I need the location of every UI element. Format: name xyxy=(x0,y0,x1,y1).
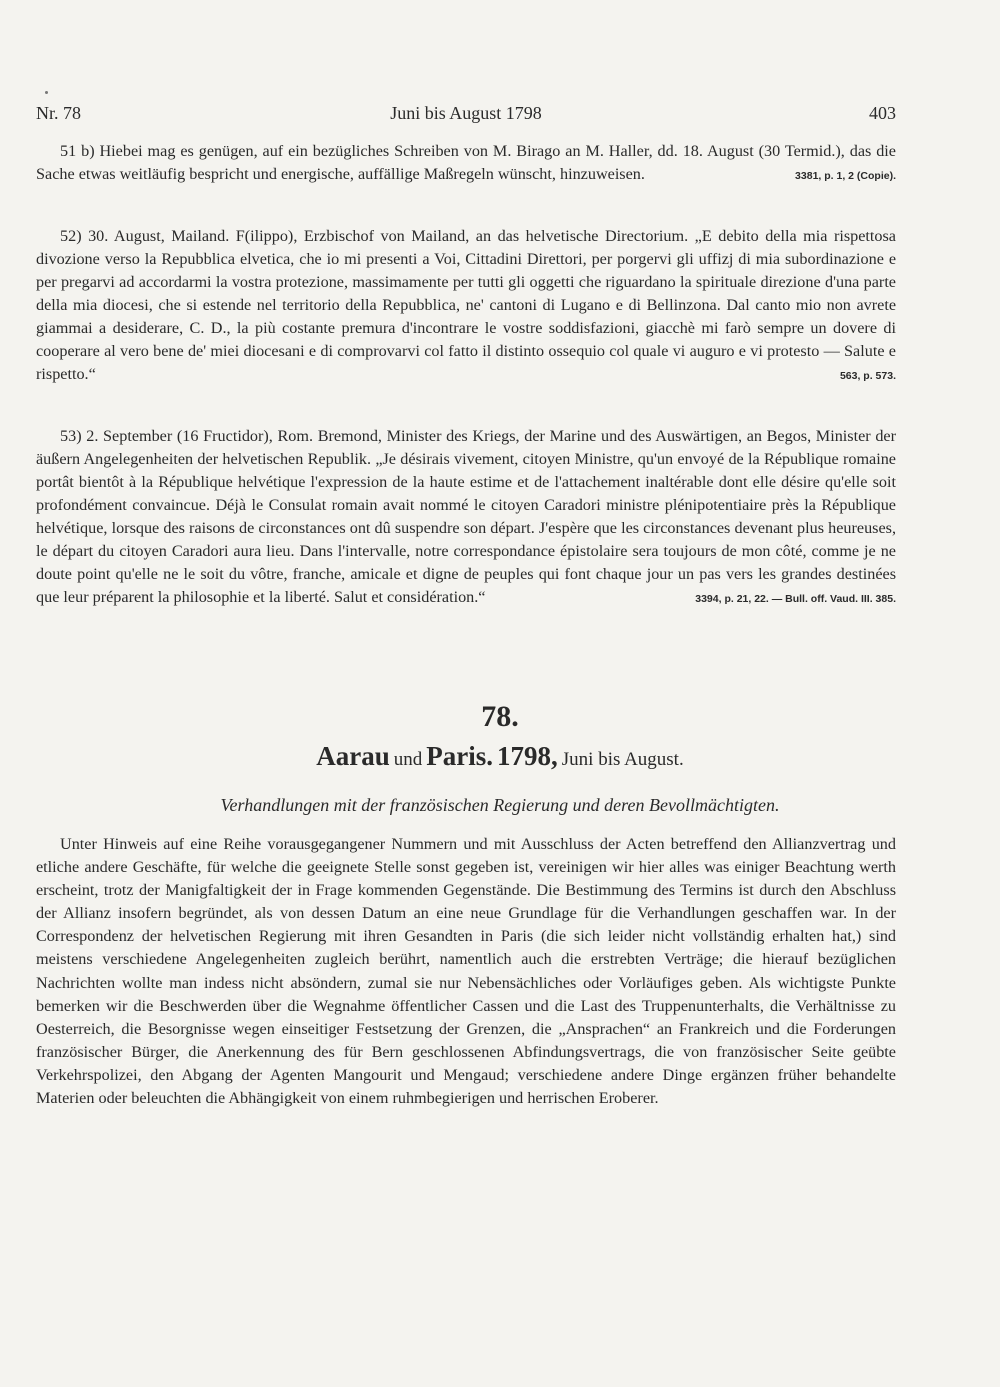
title-und: und xyxy=(393,749,423,770)
document-number-header: Nr. 78 xyxy=(36,103,81,123)
title-range: Juni bis August. xyxy=(561,749,684,770)
entry-reference: 3381, p. 1, 2 (Copie). xyxy=(795,170,896,182)
entry-text: 52) 30. August, Mailand. F(ilippo), Erzbischof von Mailand, an das helvetische Directorium. „E debito della mia rispettosa divozione verso la Repubblica elvetica, che io mi presenti a Voi, Cittadini Direttori, per porgervi gli uffizj di mia subordinazione e per pregarvi ad accordarmi la vostra protezione, massimamente per tutti gli oggetti che riguardano la spirituale direzione d'una parte della mia diocesi, che si estende nel territorio della Repubblica, ne' cantoni di Lugano e di Bellinzona. Dal canto mio non avrete giammai a desiderare, C. D., la più costante premura d'incontrare le vostre soddisfazioni, giacchè mi farò sempre un dovere di cooperare al vero bene de' miei diocesani e di comprovarvi col fatto il distinto ossequio col quale vi auguro e vi protesto — Salute e rispetto.“ xyxy=(36,227,896,383)
entry-52 xyxy=(36,225,896,388)
title-place-1: Aarau xyxy=(316,741,390,771)
entry-reference: 563, p. 573. xyxy=(839,370,896,382)
title-place-2: Paris. xyxy=(426,741,494,771)
print-speck xyxy=(45,91,48,94)
page-header xyxy=(36,103,896,129)
section-number: 78. xyxy=(481,700,519,733)
section-title xyxy=(0,741,1000,772)
section-intro: Unter Hinweis auf eine Reihe vorausgegangener Nummern und mit Ausschluss der Acten betreffend den Allianzvertrag und etliche andere Geschäfte, für welche die geeignete Stelle sonst gegeben ist, vereinigen wir hier alles was einiger Beachtung werth erscheint, trotz der Manigfaltigkeit der in Frage kommenden Gegenstände. Die Bestimmung des Termins ist durch den Abschluss der Allianz insofern begründet, als von dessen Datum an eine neue Grundlage für die Verhandlungen geschaffen war. In der Correspondenz der helvetischen Regierung mit ihren Gesandten in Paris (die sich leider nicht vollständig erhalten hat,) sind meistens verschiedene Angelegenheiten zugleich berührt, namentlich auch die erstrebten Verträge; die hierauf bezüglichen Nachrichten wollte man indess nicht absöndern, zumal sie nur Nebensächliches oder Vorläufiges geben. Als wichtigste Punkte bemerken wir die Beschwerden über die Wegnahme öffentlicher Cassen und die Last des Truppenunterhalts, die Verhältnisse zu Oesterreich, die Besorgnisse wegen einseitiger Festsetzung der Grenzen, die „Ansprachen“ an Frankreich und die Forderungen französischer Bürger, die Anerkennung des für Bern geschlossenen Abfindungsvertrags, die von französischer Seite geübte Verkehrspolizei, den Abgang der Agenten Mangourit und Mengaud; verschiedene andere Dinge ergänzen früher behandelte Materien oder beleuchten die Abhängigkeit von einem ruhmbegierigen und herrischen Eroberer. xyxy=(36,835,896,1108)
title-year: 1798, xyxy=(497,741,558,771)
entry-text: 51 b) Hiebei mag es genügen, auf ein bezügliches Schreiben von M. Birago an M. Haller, dd. 18. August (30 Termid.), das die Sache etwas weitläufig bespricht und energische, auffällige Maßregeln wünscht, hinzuweisen. xyxy=(36,142,896,183)
entry-51b xyxy=(36,140,896,188)
running-title: Juni bis August 1798 xyxy=(390,103,542,123)
entry-text: 53) 2. September (16 Fructidor), Rom. Bremond, Minister des Kriegs, der Marine und des Auswärtigen, an Begos, Minister der äußern Angelegenheiten der helvetischen Republik. „Je désirais vivement, citoyen Ministre, qu'un envoyé de la République romaine portât bientôt à la République helvétique l'expression de la haute estime et de l'attachement inaltérable dont elle désire qu'elle soit profondément convaincue. Déjà le Consulat romain avait nommé le citoyen Caradori ministre plénipotentiaire près la République helvétique, lorsque des raisons de circonstances ont dû suspendre son départ. J'espère que les circonstances devenant plus heureuses, le départ du citoyen Caradori aura lieu. Dans l'intervalle, notre correspondance épistolaire sera toujours de mon côté, comme je ne doute point qu'elle ne le soit du vôtre, franche, amicale et digne de peuples qui font chaque jour un pas vers les grandes destinées que leur préparent la philosophie et la liberté. Salut et considération.“ xyxy=(36,427,896,606)
page-number: 403 xyxy=(869,103,896,123)
entry-reference: 3394, p. 21, 22. — Bull. off. Vaud. III. 385. xyxy=(695,593,896,605)
section-subtitle: Verhandlungen mit der französischen Regierung und deren Bevollmächtigten. xyxy=(220,795,780,815)
entry-53 xyxy=(36,425,896,611)
